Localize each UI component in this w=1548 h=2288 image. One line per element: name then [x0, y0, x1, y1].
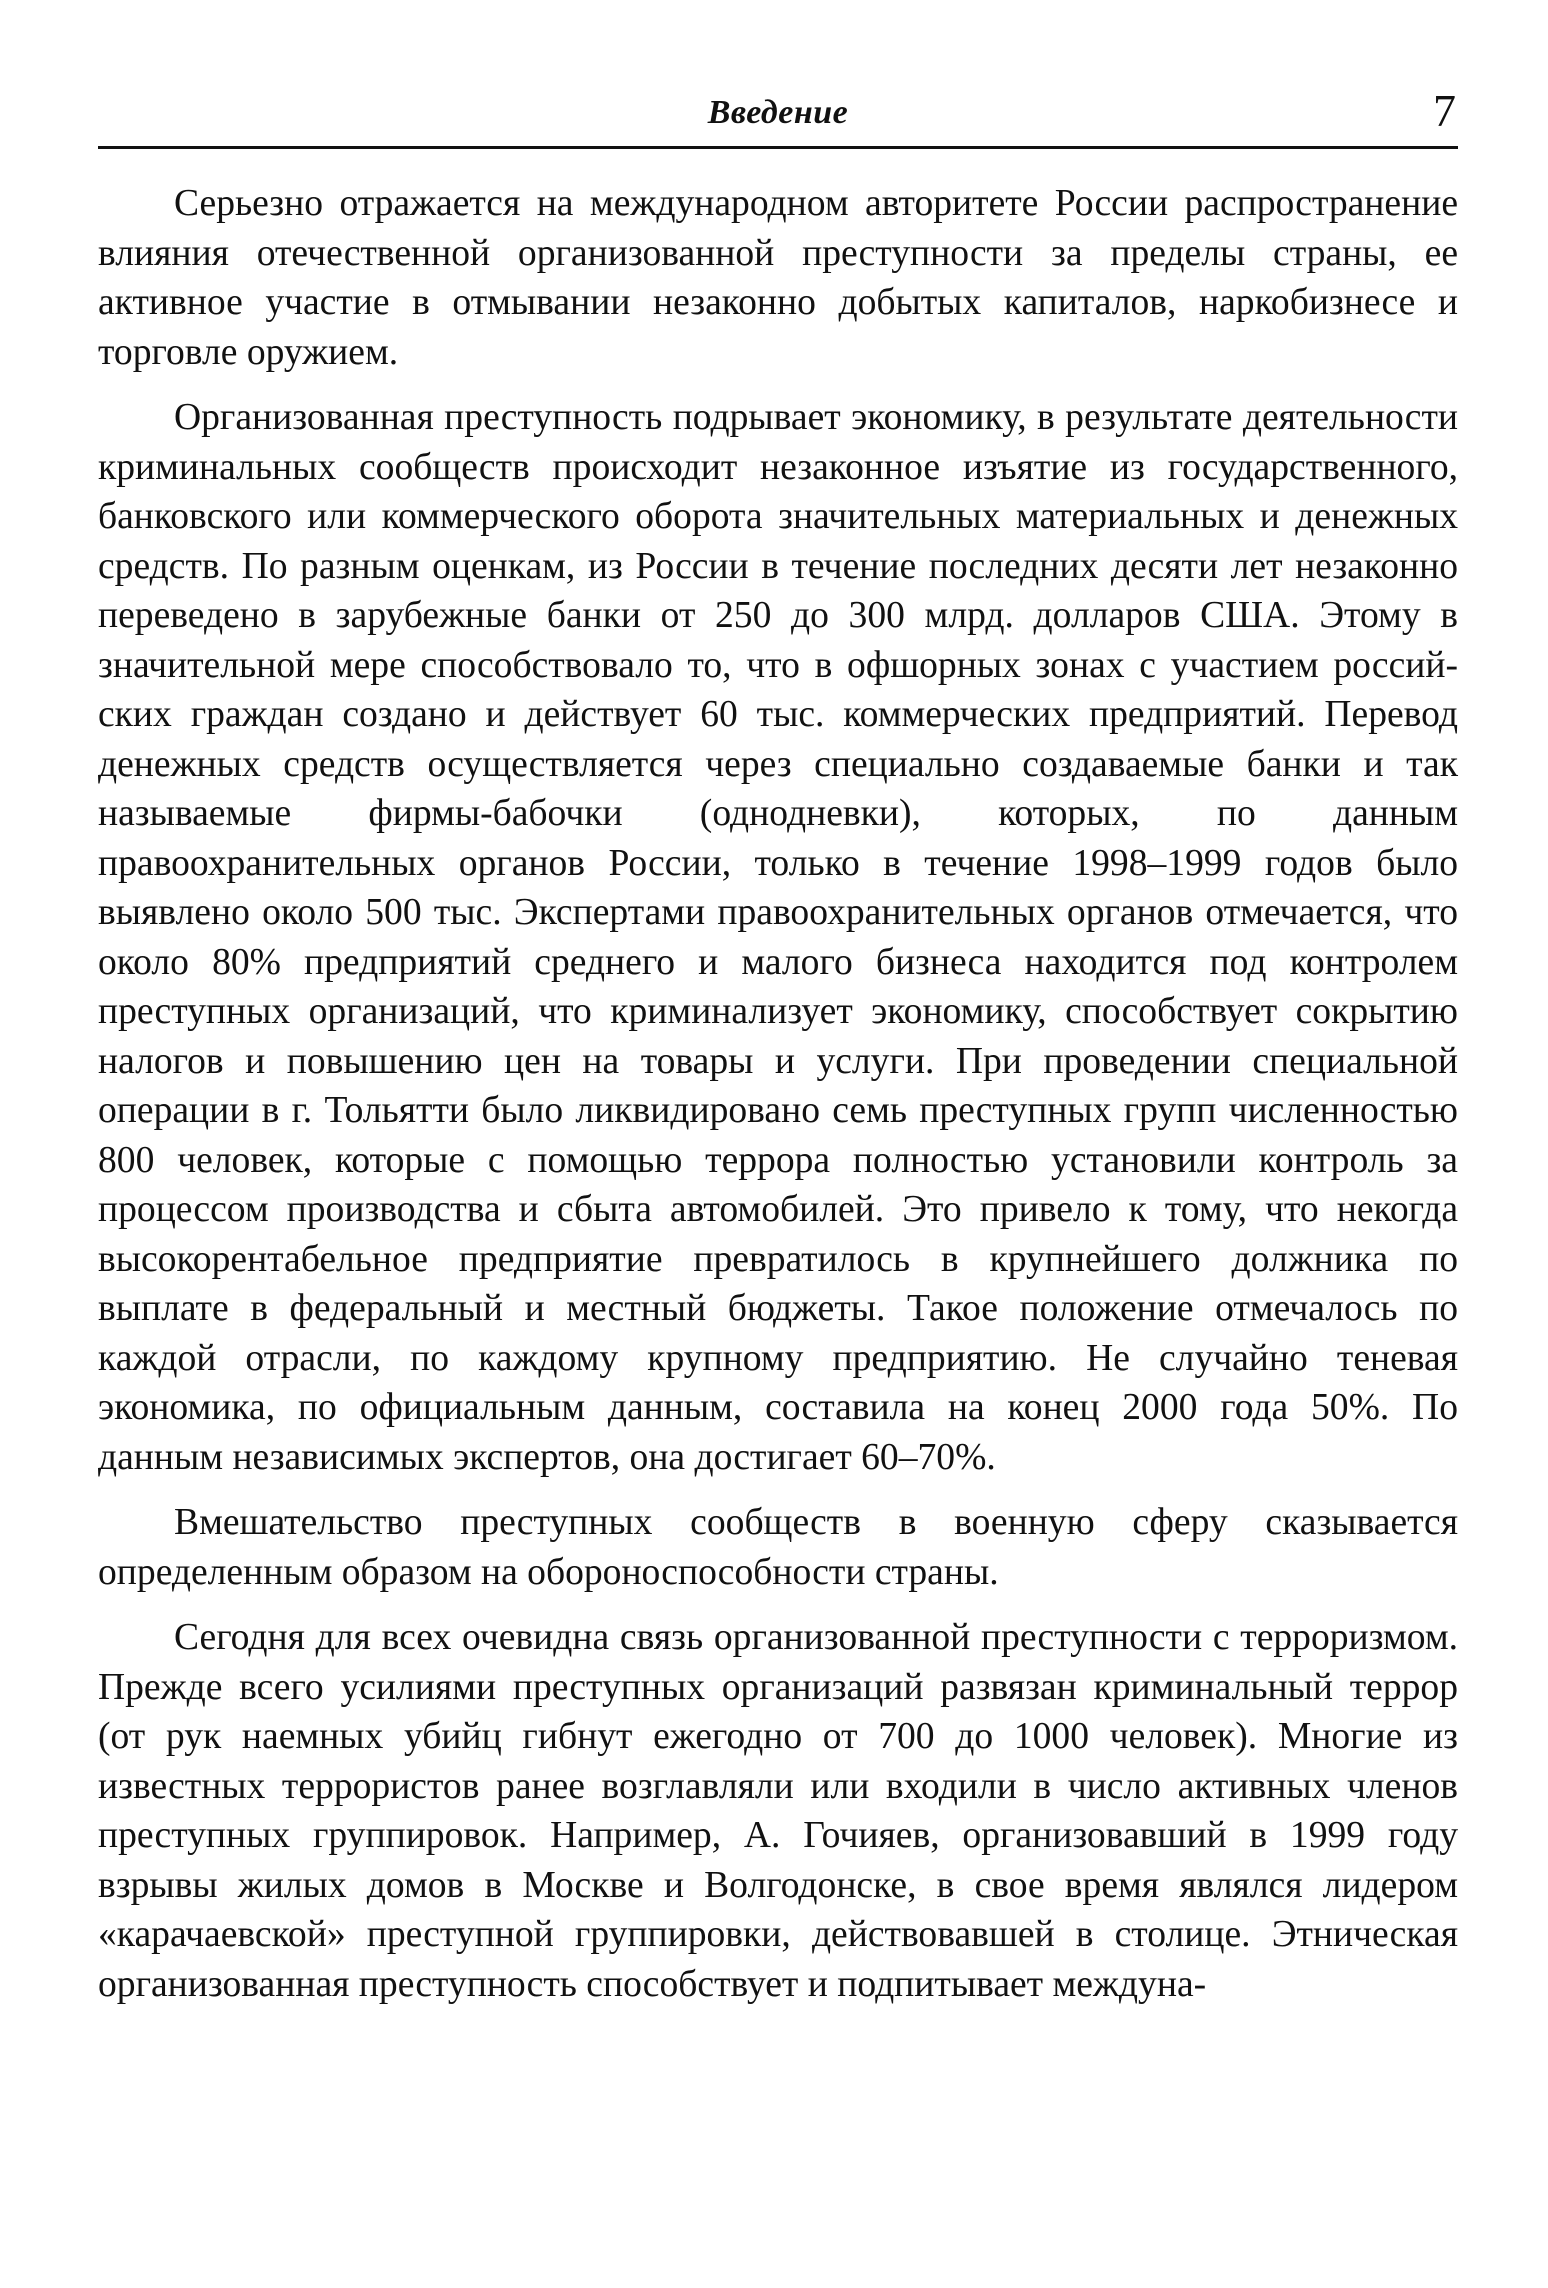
book-page	[98, 85, 1458, 2025]
page-number: 7	[1433, 85, 1456, 136]
running-title: Введение	[707, 94, 849, 131]
running-head	[98, 85, 1458, 149]
body-text	[98, 179, 1458, 2009]
paragraph-4: Сегодня для всех очевидна связь организованной преступности с терроризмом. Прежде всего усилиями преступных организаций развязан криминальный террор (от рук наемных убийц гибнут ежегодно от 700 до 1000 человек). Многие из известных террористов ранее возглавляли или входили в число активных членов преступных группировок. Например, А. Гочияев, организовавший в 1999 году взрывы жилых домов в Москве и Волгодонске, в свое время являлся лидером «карачаевской» преступной группировки, действовавшей в столице. Этническая организованная преступность способствует и подпитывает междуна-	[98, 1617, 1458, 2005]
paragraph-3: Вмешательство преступных сообществ в военную сферу сказывается определенным образом на обороноспособности страны.	[98, 1502, 1458, 1593]
paragraph-1: Серьезно отражается на международном авторитете России распространение влияния отечественной организованной преступности за пределы страны, ее активное участие в отмывании незаконно добытых капиталов, наркобизнесе и торговле оружием.	[98, 183, 1458, 373]
paragraph-2: Организованная преступность подрывает экономику, в результате деятельности криминальных сообществ происходит незаконное изъятие из государственного, банковского или коммерческого оборота значительных материальных и денежных средств. По разным оценкам, из России в течение последних десяти лет незаконно переведено в зарубежные банки от 250 до 300 млрд. долларов США. Этому в значительной мере способствовало то, что в офшорных зонах с участием российских граждан создано и действует 60 тыс. коммерческих предприятий. Перевод денежных средств осуществляется через специально создаваемые банки и так называемые фирмы-бабочки (однодневки), которых, по данным правоохранительных органов России, только в течение 1998–1999 годов было выявлено около 500 тыс. Экспертами правоохранительных органов отмечается, что около 80% предприятий среднего и малого бизнеса находится под контролем преступных организаций, что криминализует экономику, способствует сокрытию налогов и повышению цен на товары и услуги. При проведении специальной операции в г. Тольятти было ликвидировано семь преступных групп численностью 800 человек, которые с помощью террора полностью установили контроль за процессом производства и сбыта автомобилей. Это привело к тому, что некогда высокорентабельное предприятие превратилось в крупнейшего должника по выплате в федеральный и местный бюджеты. Такое положение отмечалось по каждой отрасли, по каждому крупному предприятию. Не случайно теневая экономика, по официальным данным, составила на конец 2000 года 50%. По данным независимых экспертов, она достигает 60–70%.	[98, 397, 1458, 1478]
